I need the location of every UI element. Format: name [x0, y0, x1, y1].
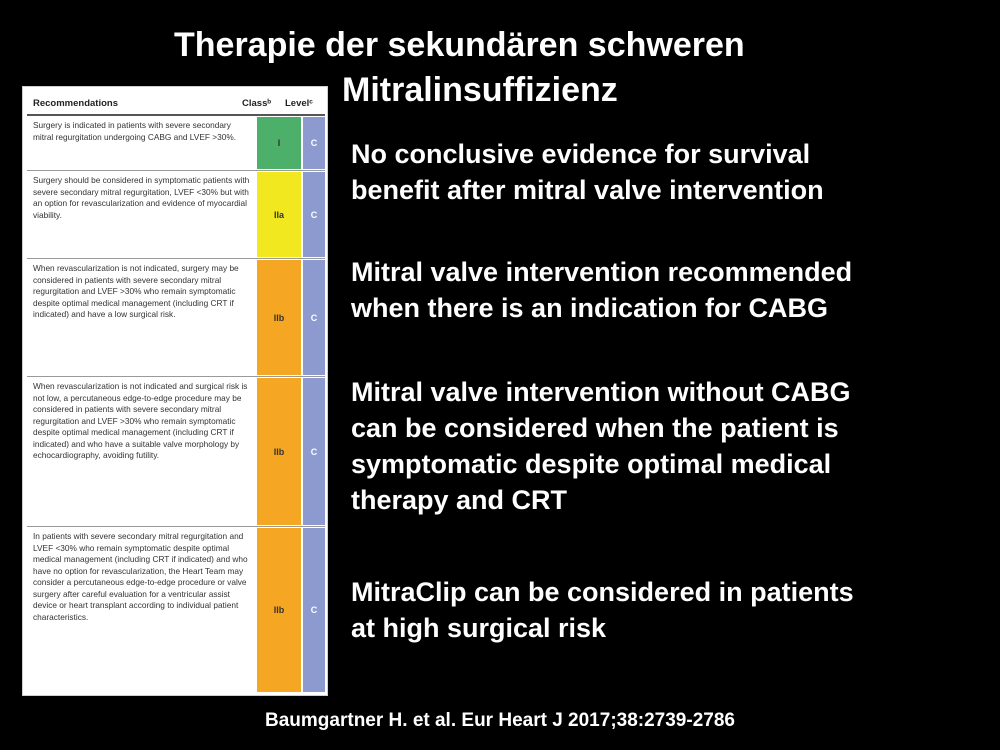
row-text: In patients with severe secondary mitral regurgitation and LVEF <30% who remain symptomatic despite optimal medical management (including CRT if indicated) and who have no option for revascularization, the Heart Team may consider a percutaneous edge-to-edge procedure or valve surgery after careful evaluation for a ventricular assist device or heart transplant according to individual patient characteristics. — [33, 531, 248, 622]
row-level-badge: C — [303, 172, 325, 257]
table-row — [27, 377, 325, 527]
header-class: Classᵇ — [242, 98, 272, 109]
bullet-2: Mitral valve intervention recommended when there is an indication for CABG — [351, 257, 853, 323]
bullet-4: MitraClip can be considered in patients at high surgical risk — [351, 577, 854, 643]
row-text: When revascularization is not indicated, surgery may be considered in patients with severe secondary mitral regurgitation and LVEF >30% who remain symptomatic despite optimal medical management (including CRT if indicated) and have a low surgical risk. — [33, 263, 239, 319]
row-level-badge: C — [303, 378, 325, 525]
table-row — [27, 171, 325, 259]
table-row — [27, 116, 325, 171]
title-line-2: Mitralinsuffizienz — [342, 71, 618, 109]
row-level-badge: C — [303, 260, 325, 375]
citation: Baumgartner H. et al. Eur Heart J 2017;38:2739-2786 — [265, 710, 735, 731]
row-class-badge: IIb — [257, 528, 301, 692]
table-row — [27, 527, 325, 693]
row-level-badge: C — [303, 117, 325, 169]
row-class-badge: I — [257, 117, 301, 169]
recommendations-table — [22, 86, 328, 696]
table-header — [27, 90, 325, 116]
row-class-badge: IIb — [257, 260, 301, 375]
row-class-badge: IIb — [257, 378, 301, 525]
bullet-3: Mitral valve intervention without CABG can be considered when the patient is symptomatic despite optimal medical therapy and CRT — [351, 377, 851, 515]
row-text: When revascularization is not indicated and surgical risk is not low, a percutaneous edge-to-edge procedure may be considered in patients with severe secondary mitral regurgitation and LVEF >30% who remain symptomatic despite optimal medical management (including CRT if indicated) and who have a suitable valve morphology by echocardiography, avoiding futility. — [33, 381, 248, 460]
header-recommendations: Recommendations — [33, 98, 118, 109]
row-class-badge: IIa — [257, 172, 301, 257]
bullet-1: No conclusive evidence for survival benefit after mitral valve intervention — [351, 139, 824, 205]
title-line-1: Therapie der sekundären schweren — [174, 26, 745, 64]
table-row — [27, 259, 325, 377]
header-level: Levelᶜ — [285, 98, 313, 109]
row-text: Surgery should be considered in symptomatic patients with severe secondary mitral regurgitation, LVEF <30% but with an option for revascularization and evidence of myocardial viability. — [33, 175, 250, 220]
row-text: Surgery is indicated in patients with severe secondary mitral regurgitation undergoing CABG and LVEF >30%. — [33, 120, 237, 142]
row-level-badge: C — [303, 528, 325, 692]
